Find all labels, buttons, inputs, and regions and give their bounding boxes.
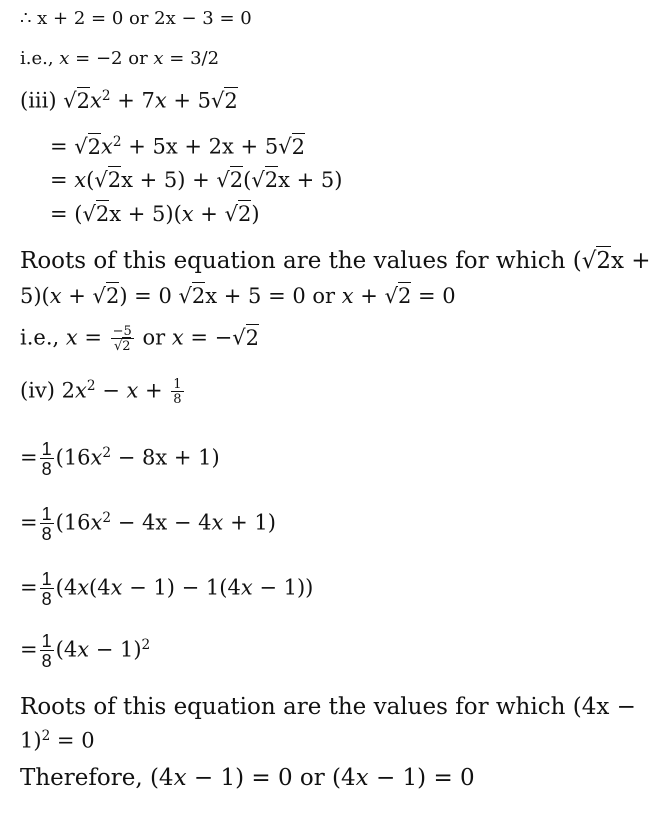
var: x — [90, 510, 103, 535]
numerator: 1 — [41, 569, 52, 589]
text: ∴ x + 2 = 0 or 2x − 3 = 0 — [20, 8, 252, 29]
text: Roots of this equation are the values for which ( — [20, 248, 582, 274]
var: x — [126, 378, 139, 403]
line-iv-step3 — [20, 570, 313, 608]
exponent: 2 — [112, 134, 122, 150]
exponent: 2 — [141, 637, 151, 653]
radicand: 2 — [76, 88, 90, 113]
text: = 3/2 — [163, 48, 220, 69]
radicand: 2 — [87, 134, 102, 159]
radicand: 2 — [122, 339, 131, 354]
text: = −2 or — [69, 48, 154, 69]
text: ) — [251, 202, 260, 226]
fraction — [40, 570, 54, 608]
sqrt: √2 — [384, 284, 412, 308]
fraction — [40, 632, 54, 670]
var: x — [211, 510, 224, 535]
text: x + 5 = 0 or — [205, 284, 342, 308]
text: + 1) — [223, 510, 276, 535]
radicand: 2 — [105, 284, 120, 308]
radicand: 2 — [107, 168, 122, 192]
line-roots-iii-2 — [20, 284, 456, 308]
sqrt: √2 — [210, 88, 238, 113]
denominator: 8 — [41, 651, 52, 671]
radicand: 2 — [191, 284, 206, 308]
sqrt: √2 — [251, 168, 279, 192]
text: + — [353, 284, 385, 308]
line-iii-step1 — [50, 134, 305, 159]
text: − 1) = 0 or (4 — [186, 765, 356, 791]
var: x — [65, 325, 78, 350]
text: = 0 — [50, 728, 95, 753]
var: x — [110, 575, 123, 600]
text: − 1) = 0 — [368, 765, 475, 791]
exponent: 2 — [102, 510, 112, 526]
line-iv-step1 — [20, 440, 220, 478]
text: 5)( — [20, 284, 50, 308]
line-part-iii — [20, 88, 238, 113]
text: 1) — [20, 728, 42, 753]
text: = — [20, 445, 38, 470]
text: = 0 — [411, 284, 456, 308]
line-roots-iii-1 — [20, 248, 651, 274]
text: = — [77, 325, 109, 350]
sqrt: √2 — [63, 88, 90, 113]
radicand: 2 — [245, 325, 260, 350]
line-ie-iii-solutions — [20, 325, 259, 353]
var: x — [77, 575, 90, 600]
sqrt: √2 — [232, 325, 260, 350]
text: − 8x + 1) — [111, 445, 220, 470]
fraction — [171, 378, 183, 406]
text: − 1) — [89, 637, 142, 662]
sqrt: √2 — [82, 202, 110, 226]
text: (4 — [55, 637, 78, 662]
text: (16 — [55, 510, 91, 535]
text: or — [135, 325, 172, 350]
text: − 1) − 1(4 — [122, 575, 241, 600]
text: (iii) — [20, 88, 64, 113]
text: ( — [86, 168, 95, 192]
var: x — [341, 284, 354, 308]
fraction — [111, 325, 134, 353]
denominator: 8 — [41, 459, 52, 479]
denominator: 8 — [41, 589, 52, 609]
sqrt: √2 — [178, 284, 206, 308]
text: x + — [611, 248, 651, 274]
text: + — [193, 202, 225, 226]
line-therefore-conditions — [20, 8, 252, 29]
text: ) = 0 — [119, 284, 179, 308]
text: ( — [243, 168, 252, 192]
line-ie-solutions — [20, 48, 219, 69]
text: = — [20, 637, 38, 662]
text: + 5 — [166, 88, 211, 113]
var: x — [90, 445, 103, 470]
numerator: 1 — [41, 439, 52, 459]
text: − 1)) — [252, 575, 314, 600]
line-iii-step2 — [50, 168, 342, 192]
sqrt: √2 — [224, 202, 252, 226]
radicand: 2 — [95, 202, 110, 226]
line-iii-step3 — [50, 202, 260, 226]
var: x — [74, 168, 87, 192]
sqrt: √2 — [92, 284, 120, 308]
numerator: 1 — [41, 631, 52, 651]
denominator: 8 — [173, 392, 182, 407]
text: x + 5) — [278, 168, 343, 192]
var: x — [173, 765, 187, 791]
sqrt: √2 — [74, 134, 102, 159]
line-therefore-iv — [20, 765, 475, 791]
text: + 7 — [110, 88, 155, 113]
radicand: 2 — [229, 168, 244, 192]
text: = — [20, 510, 38, 535]
text: i.e., — [20, 325, 66, 350]
sqrt: √2 — [581, 248, 611, 274]
sqrt: √2 — [94, 168, 122, 192]
text: + 5x + 2x + 5 — [121, 134, 279, 159]
radicand: 2 — [237, 202, 252, 226]
exponent: 2 — [101, 88, 111, 104]
text: x + 5) + — [121, 168, 217, 192]
text: − — [95, 378, 127, 403]
line-iv-step4 — [20, 632, 150, 670]
line-roots-iv-2 — [20, 728, 95, 753]
text: Roots of this equation are the values for which (4x − — [20, 694, 636, 720]
var: x — [153, 48, 164, 69]
text: Therefore, (4 — [20, 765, 174, 791]
radicand: 2 — [291, 134, 305, 159]
var: x — [89, 88, 102, 113]
text: i.e., — [20, 48, 60, 69]
line-roots-iv-1 — [20, 694, 636, 720]
radicand: 2 — [224, 88, 238, 113]
var: x — [181, 202, 194, 226]
radicand: 2 — [264, 168, 279, 192]
fraction — [40, 440, 54, 478]
var: x — [240, 575, 253, 600]
var: x — [355, 765, 369, 791]
text: (4 — [55, 575, 78, 600]
numerator: 1 — [41, 504, 52, 524]
text: = − — [183, 325, 233, 350]
text: = ( — [50, 202, 83, 226]
text: (4 — [89, 575, 111, 600]
text: (iv) 2 — [20, 378, 76, 403]
numerator: 1 — [173, 377, 182, 392]
var: x — [171, 325, 184, 350]
radicand: 2 — [596, 248, 611, 274]
var: x — [75, 378, 87, 403]
sqrt: √2 — [278, 134, 305, 159]
fraction — [40, 505, 54, 543]
var: x — [49, 284, 62, 308]
text: − 4x − 4 — [111, 510, 212, 535]
var: x — [101, 134, 113, 159]
exponent: 2 — [41, 728, 51, 744]
sqrt: √2 — [216, 168, 244, 192]
denominator: 8 — [41, 524, 52, 544]
var: x — [154, 88, 167, 113]
var: x — [59, 48, 70, 69]
exponent: 2 — [102, 445, 112, 461]
radicand: 2 — [397, 284, 412, 308]
line-part-iv — [20, 378, 186, 406]
text: (16 — [55, 445, 91, 470]
denominator: √2 — [111, 338, 134, 353]
text: = — [50, 134, 75, 159]
text: + — [61, 284, 93, 308]
text: x + 5)( — [109, 202, 182, 226]
line-iv-step2 — [20, 505, 276, 543]
text: = — [50, 168, 75, 192]
exponent: 2 — [86, 378, 96, 394]
var: x — [77, 637, 90, 662]
numerator: −5 — [112, 324, 132, 339]
text: + — [138, 378, 170, 403]
text: = — [20, 575, 38, 600]
